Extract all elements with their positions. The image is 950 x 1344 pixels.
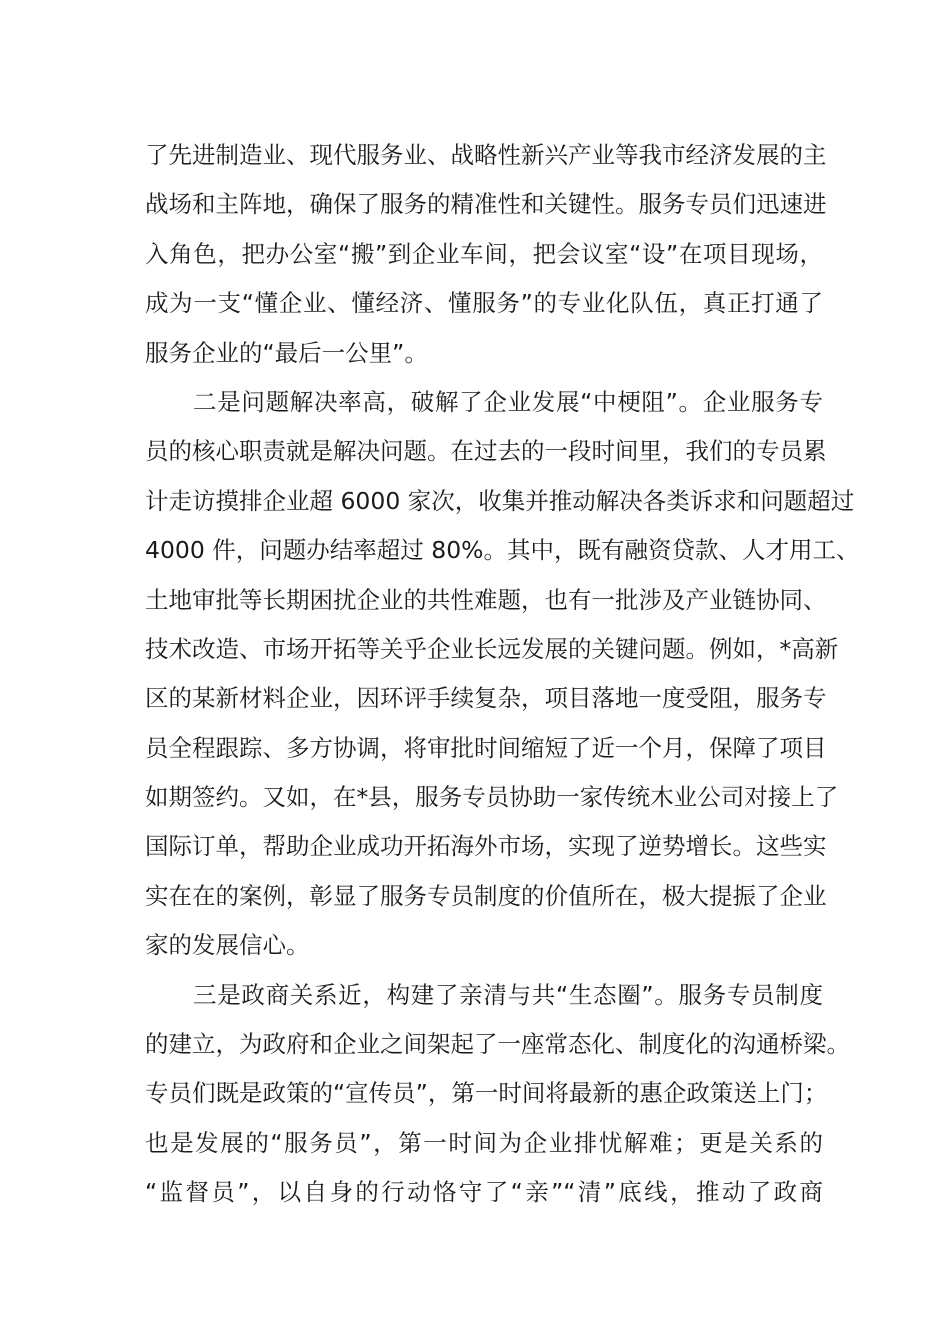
text-line: 4000 件，问题办结率超过 80%。其中，既有融资贷款、人才用工、 xyxy=(145,536,860,565)
text-line: 了先进制造业、现代服务业、战略性新兴产业等我市经济发展的主 xyxy=(145,141,827,169)
text-line: 技术改造、市场开拓等关乎企业长远发展的关键问题。例如，*高新 xyxy=(145,634,839,663)
text-line: 入角色，把办公室“搬”到企业车间，把会议室“设”在项目现场， xyxy=(145,239,823,268)
text-line: 三是政商关系近，构建了亲清与共“生态圈”。服务专员制度 xyxy=(193,980,823,1009)
text-line: 服务企业的“最后一公里”。 xyxy=(145,338,428,367)
text-line: 区的某新材料企业，因环评手续复杂，项目落地一度受阻，服务专 xyxy=(145,684,827,713)
text-line: 土地审批等长期困扰企业的共性难题，也有一批涉及产业链协同、 xyxy=(145,585,827,614)
paragraph-2 xyxy=(145,383,860,976)
text-line: 员的核心职责就是解决问题。在过去的一段时间里，我们的专员累 xyxy=(145,437,827,466)
document-page xyxy=(145,136,860,1223)
text-line: 计走访摸排企业超 6000 家次，收集并推动解决各类诉求和问题超过 xyxy=(145,486,855,515)
text-line: 国际订单，帮助企业成功开拓海外市场，实现了逆势增长。这些实 xyxy=(145,832,827,861)
text-line: 二是问题解决率高，破解了企业发展“中梗阻”。企业服务专 xyxy=(193,387,823,416)
text-line: “监督员”，以自身的行动恪守了“亲”“清”底线，推动了政商 xyxy=(145,1178,823,1207)
text-line: 成为一支“懂企业、懂经济、懂服务”的专业化队伍，真正打通了 xyxy=(145,289,823,318)
text-line: 家的发展信心。 xyxy=(145,931,310,960)
text-line: 如期签约。又如，在*县，服务专员协助一家传统木业公司对接上了 xyxy=(145,783,839,812)
text-line: 实在在的案例，彰显了服务专员制度的价值所在，极大提振了企业 xyxy=(145,881,827,910)
text-line: 员全程跟踪、多方协调，将审批时间缩短了近一个月，保障了项目 xyxy=(145,733,827,762)
text-line: 战场和主阵地，确保了服务的精准性和关键性。服务专员们迅速进 xyxy=(145,190,827,219)
text-line: 的建立，为政府和企业之间架起了一座常态化、制度化的沟通桥梁。 xyxy=(145,1030,850,1059)
paragraph-1 xyxy=(145,136,827,383)
text-line: 也是发展的“服务员”，第一时间为企业排忧解难；更是关系的 xyxy=(145,1128,823,1157)
text-line: 专员们既是政策的“宣传员”，第一时间将最新的惠企政策送上门； xyxy=(145,1079,828,1108)
paragraph-3 xyxy=(145,976,850,1223)
